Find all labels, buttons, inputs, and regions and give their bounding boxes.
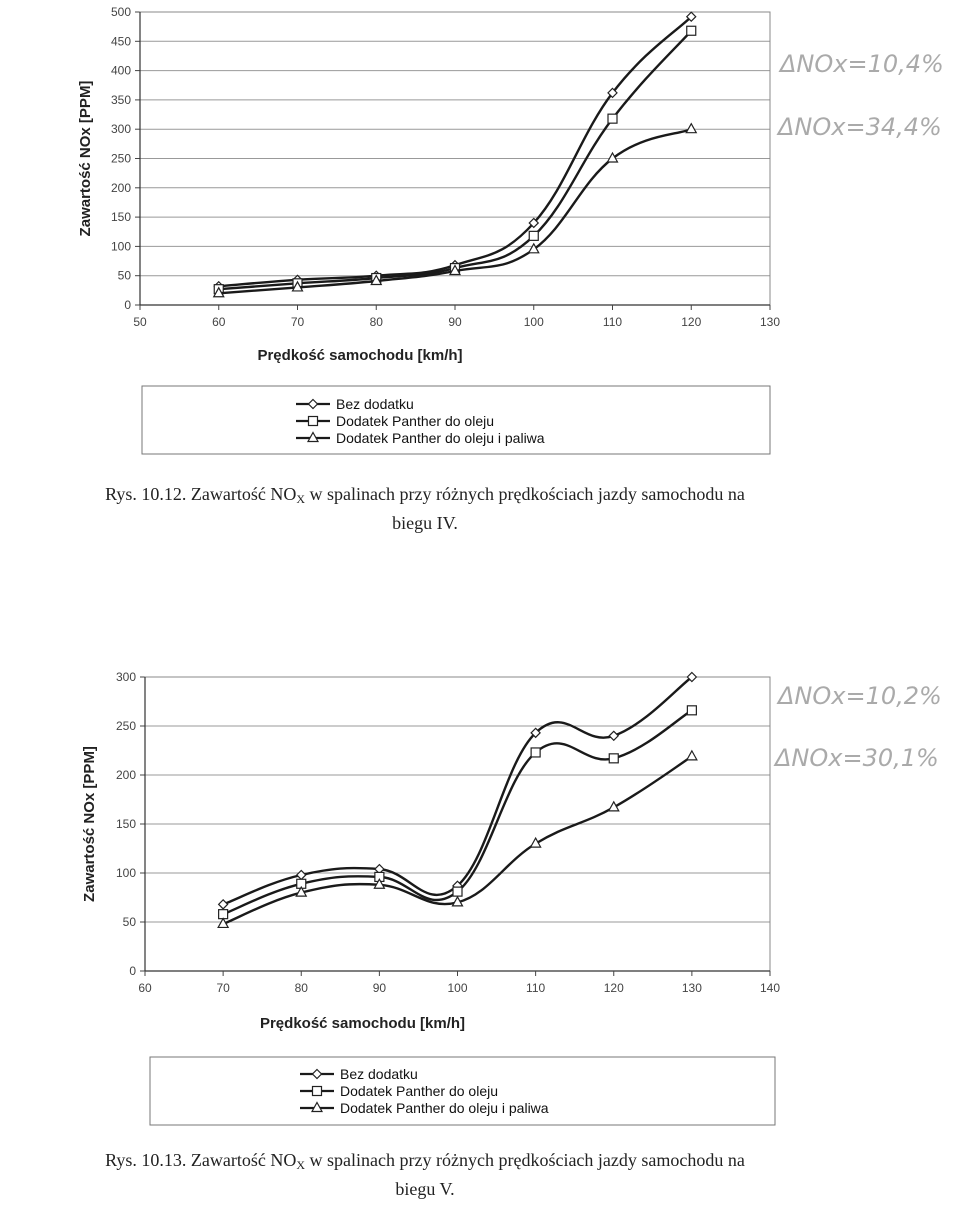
legend-entry: Bez dodatku [340, 1066, 418, 1082]
x-tick-label: 100 [447, 981, 468, 995]
x-tick-label: 120 [603, 981, 624, 995]
data-point-marker [609, 754, 618, 763]
caption-line-2: biegu IV. [392, 513, 458, 533]
legend-swatch-marker [313, 1087, 322, 1096]
y-tick-label: 100 [110, 239, 131, 254]
legend-entry: Dodatek Panther do oleju [340, 1083, 498, 1099]
data-point-marker [608, 114, 617, 123]
legend-entry: Dodatek Panther do oleju i paliwa [340, 1100, 549, 1116]
y-axis-label: Zawartość NOx [PPM] [77, 80, 94, 237]
handwritten-annotation: ΔNOx=10,2% [778, 682, 942, 710]
caption-line-2: biegu V. [395, 1179, 455, 1199]
x-tick-label: 60 [138, 981, 152, 995]
legend-entry: Dodatek Panther do oleju i paliwa [336, 430, 545, 446]
y-tick-label: 50 [122, 915, 136, 929]
x-tick-label: 110 [602, 315, 623, 329]
x-tick-label: 70 [290, 315, 305, 329]
caption-chart-1 [0, 482, 850, 535]
x-tick-label: 110 [526, 981, 546, 995]
legend-entry: Dodatek Panther do oleju [336, 413, 494, 429]
caption-chart-2 [0, 1148, 850, 1201]
handwritten-annotation: ΔNOx=10,4% [780, 50, 944, 78]
y-tick-label: 0 [124, 298, 131, 312]
data-point-marker [687, 26, 696, 35]
y-tick-label: 200 [110, 180, 131, 195]
y-tick-label: 300 [110, 122, 131, 137]
y-tick-label: 500 [110, 5, 131, 19]
y-tick-label: 50 [117, 268, 131, 283]
x-tick-label: 140 [759, 981, 781, 995]
series-line-1 [223, 677, 692, 904]
caption-line-1: Rys. 10.12. Zawartość $NO_X$ w spalinach przy różnych prędkościach jazdy samochodu na [105, 484, 745, 506]
y-axis-label: Zawartość NOx [PPM] [81, 746, 98, 902]
x-tick-label: 90 [448, 315, 462, 329]
y-tick-label: 400 [110, 63, 131, 78]
y-tick-label: 300 [115, 670, 136, 684]
x-tick-label: 90 [372, 981, 387, 995]
y-tick-label: 150 [110, 210, 131, 225]
chart-2 [81, 670, 942, 1125]
x-tick-label: 70 [216, 981, 230, 995]
y-tick-label: 100 [115, 866, 136, 880]
data-point-marker [609, 731, 618, 740]
x-tick-label: 50 [133, 315, 147, 329]
y-tick-label: 250 [110, 151, 131, 166]
x-tick-label: 80 [369, 315, 383, 329]
x-axis-label: Prędkość samochodu [km/h] [257, 347, 463, 364]
y-tick-label: 450 [110, 34, 131, 49]
series-line-1 [219, 17, 692, 287]
data-point-marker [529, 231, 538, 240]
data-point-marker [687, 751, 697, 760]
y-tick-label: 0 [129, 964, 136, 978]
x-tick-label: 120 [681, 315, 702, 329]
data-point-marker [219, 900, 228, 909]
handwritten-annotation: ΔNOx=30,1% [775, 744, 939, 772]
legend-entry: Bez dodatku [336, 396, 414, 412]
y-tick-label: 250 [115, 719, 136, 733]
data-point-marker [608, 153, 618, 162]
x-tick-label: 130 [681, 981, 702, 995]
data-point-marker [531, 748, 540, 757]
x-tick-label: 60 [212, 315, 226, 329]
chart-1 [77, 5, 944, 454]
handwritten-annotation: ΔNOx=34,4% [778, 113, 942, 141]
x-axis-label: Prędkość samochodu [km/h] [259, 1015, 466, 1032]
x-tick-label: 80 [294, 981, 308, 995]
y-tick-label: 200 [115, 768, 136, 782]
y-tick-label: 150 [115, 817, 136, 831]
caption-line-1: Rys. 10.13. Zawartość $NO_X$ w spalinach przy różnych prędkościach jazdy samochodu na [105, 1150, 745, 1172]
x-tick-label: 130 [759, 315, 781, 329]
x-tick-label: 100 [523, 315, 544, 329]
data-point-marker [297, 870, 306, 879]
data-point-marker [686, 124, 696, 133]
y-tick-label: 350 [110, 92, 131, 107]
series-line-2 [219, 31, 692, 289]
data-point-marker [453, 887, 462, 896]
legend-swatch-marker [309, 417, 318, 426]
data-point-marker [687, 706, 696, 715]
